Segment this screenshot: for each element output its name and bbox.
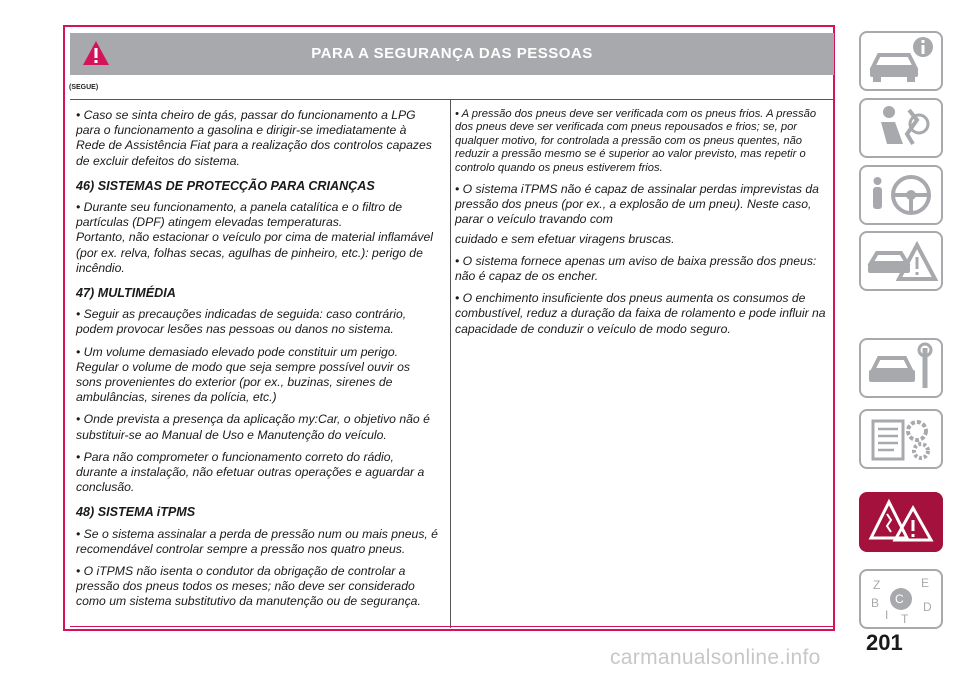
index-letter-d: D [923,600,932,614]
continued-label: (SEGUE) [69,84,99,91]
radio-paragraph: • Para não comprometer o funcionamento correto do rádio, durante a instalação, não efetuar outras operações e aguardar a conclusão. [76,449,425,495]
tab-maintenance[interactable] [859,338,943,398]
parking-paragraph: Portanto, não estacionar o veículo por cima de material inflamável (por ex. relva, folhas secas, agulhas de pinheiro, etc.): perigo de incêndio. [76,230,434,275]
watermark: carmanualsonline.info [610,646,821,669]
tab-specs[interactable] [859,409,943,469]
catalytic-paragraph: • Durante seu funcionamento, a panela catalítica e o filtro de partículas (DPF) atingem elevadas temperaturas. [76,200,403,230]
tab-car-info[interactable] [859,31,943,91]
index-letter-z: Z [873,578,881,592]
cold-tyres-paragraph: • A pressão dos pneus deve ser verificada com os pneus frios. A pressão dos pneus deve ser verificada com pneus repousados e frios; se, por qualquer motivo, for controlada a pressão com os pneus quentes, não reduzir a pressão mesmo se é superior ao valor previsto, mas repetir o controlo quando os pneus estiverem frios. [455,108,817,174]
column-separator [450,100,451,628]
tab-road-warning[interactable] [859,231,943,291]
warning-only-paragraph: • O sistema fornece apenas um aviso de baixa pressão dos pneus: não é capaz de os encher. [455,253,817,284]
index-letter-c: C [895,592,904,606]
section-title: PARA A SEGURANÇA DAS PESSOAS [311,45,593,62]
alphabet-index-icon [861,571,941,627]
bottom-rule [70,626,834,627]
volume-paragraph: • Um volume demasiado elevado pode constituir um perigo. Regular o volume de modo que seja sempre possível ouvir os sons provenientes do exterior (por ex., buzinas, sirenes de ambulâncias, sirenes da polícia, etc.) [76,344,410,405]
index-letter-e: E [921,576,930,590]
top-rule [70,99,834,100]
road-warning-icon [861,233,941,289]
index-letter-t: T [901,612,909,626]
tab-index[interactable] [859,569,943,629]
section-banner [70,33,834,75]
car-info-icon [861,33,941,89]
steering-wheel-icon [861,167,941,223]
pressure-loss-paragraph: • Se o sistema assinalar a perda de pressão num ou mais pneus, é recomendável controlar sempre a pressão nos quatro pneus. [76,526,438,556]
mycar-paragraph: • Onde prevista a presença da aplicação my:Car, o objetivo não é substituir-se ao Manual de Uso e Manutenção do veículo. [76,412,430,442]
index-letter-b: B [871,596,880,610]
heading-47: 47) MULTIMÉDIA [76,286,176,301]
index-letter-i: I [885,608,889,622]
precautions-paragraph: • Seguir as precauções indicadas de seguida: caso contrário, podem provocar lesões nas pessoas ou danos no sistema. [76,307,407,337]
right-column [455,108,827,344]
tab-airbag[interactable] [859,98,943,158]
careful-braking-paragraph: cuidado e sem efetuar viragens bruscas. [455,231,675,246]
gas-smell-paragraph: • Caso se sinta cheiro de gás, passar do funcionamento a LPG para o funcionamento a gasolina e dirigir-se imediatamente à Rede de Assistência Fiat para a realização dos controlos capazes de excluir defeitos do sistema. [76,108,432,168]
heading-46: 46) SISTEMAS DE PROTECÇÃO PARA CRIANÇAS [76,178,375,193]
page-number: 201 [866,630,903,655]
heading-48: 48) SISTEMA iTPMS [76,505,196,520]
specs-gear-icon [861,411,941,467]
safety-warning-icon [861,494,941,550]
car-wrench-icon [861,340,941,396]
airbag-icon [861,100,941,156]
itpms-obligation-paragraph: • O iTPMS não isenta o condutor da obrigação de controlar a pressão dos pneus todos os meses; não deve ser considerado como um sistema substitutivo da manutenção ou de segurança. [76,564,421,609]
sudden-loss-paragraph: • O sistema iTPMS não é capaz de assinalar perdas imprevistas da pressão dos pneus (por ex., a explosão de um pneu). Neste caso, parar o veículo travando com [455,182,819,227]
tab-safety[interactable] [859,492,943,552]
left-column [76,108,438,617]
tab-steering[interactable] [859,165,943,225]
underinflation-paragraph: • O enchimento insuficiente dos pneus aumenta os consumos de combustível, reduz a duração da faixa de rolamento e pode influir na capacidade de conduzir o veículo de modo seguro. [455,291,826,336]
